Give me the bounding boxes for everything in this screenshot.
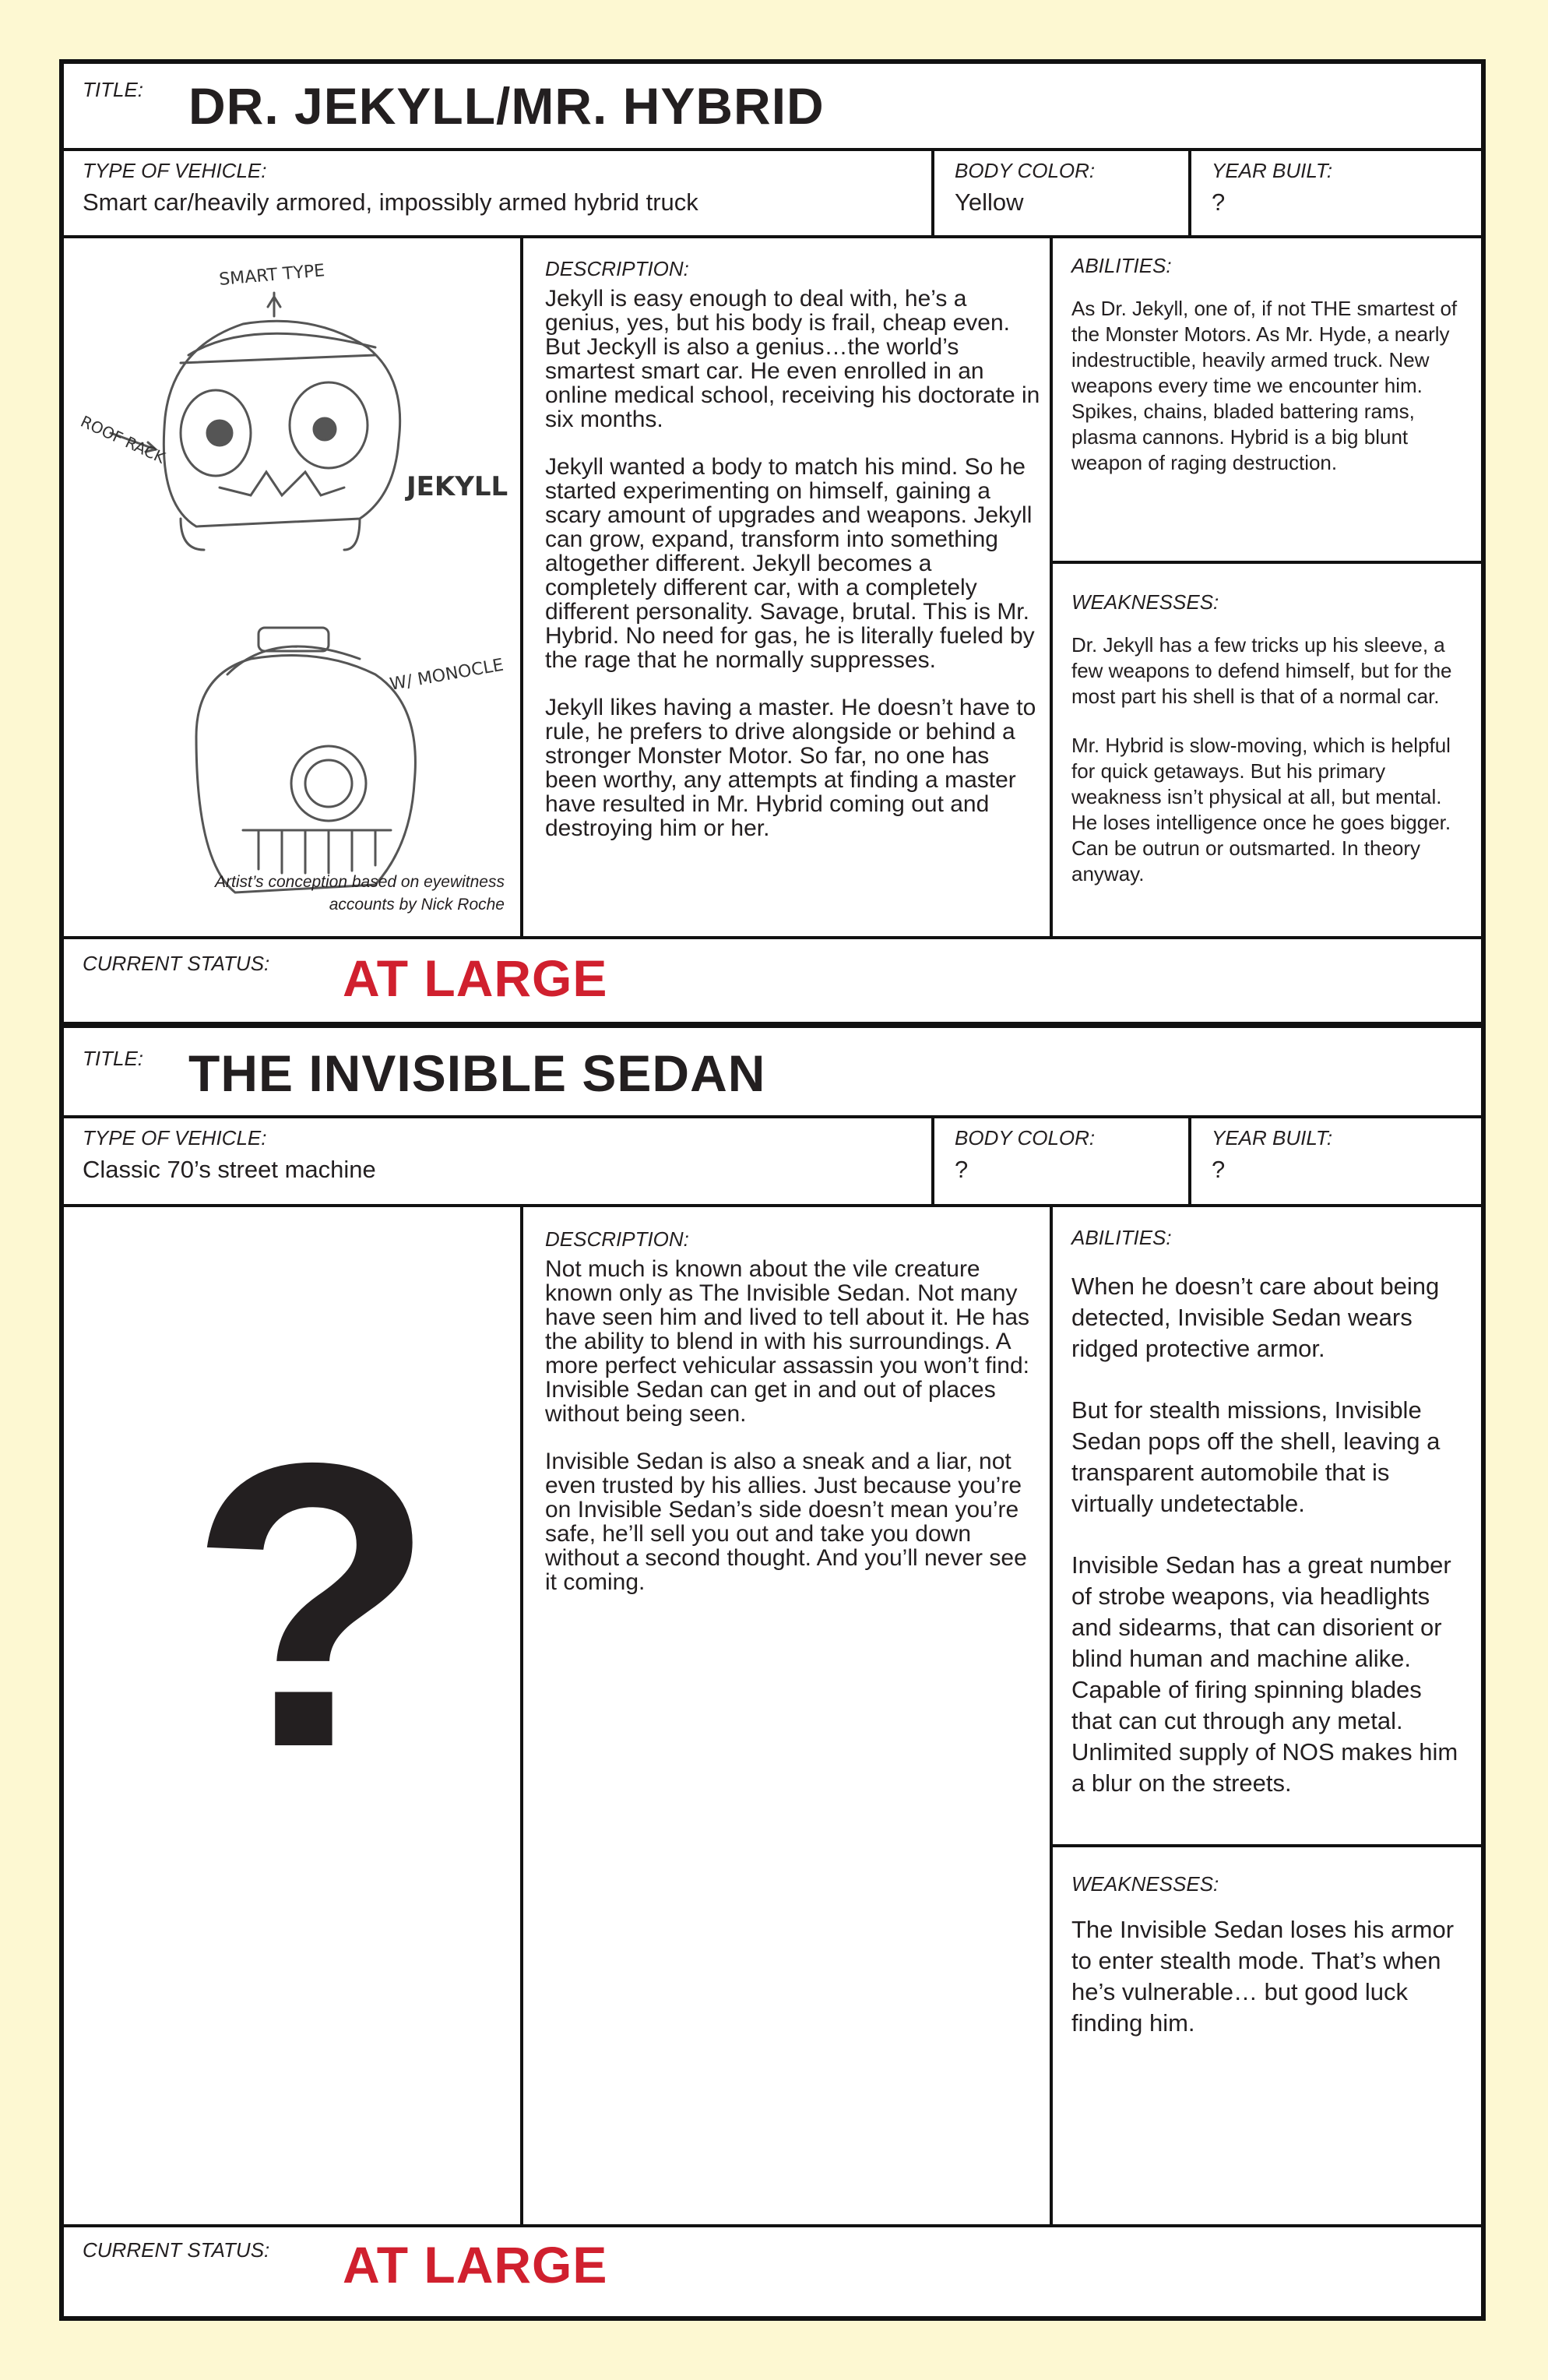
- card1-weaknesses: [1071, 632, 1469, 910]
- weaknesses-paragraph: Dr. Jekyll has a few tricks up his sleeve, a few weapons to defend himself, but for the most part his shell is that of a normal car.: [1071, 633, 1452, 708]
- divider: [1050, 561, 1481, 564]
- card2-abilities-label: ABILITIES:: [1071, 1226, 1172, 1249]
- sketch-note-roof: ROOF RACK: [77, 411, 168, 467]
- divider: [931, 148, 934, 237]
- card2-status: AT LARGE: [343, 2236, 608, 2294]
- card1-color-label: BODY COLOR:: [955, 159, 1096, 182]
- divider: [1050, 1204, 1053, 2224]
- description-paragraph: Not much is known about the vile creature known only as The Invisible Sedan. Not many have seen him and lived to tell about it. He has the ability to blend in with his surroundings. A more perfect vehicular assassin you won’t find: Invisible Sedan can get in and out of places without being seen.: [545, 1256, 1030, 1427]
- abilities-paragraph: Invisible Sedan has a great number of strobe weapons, via headlights and sidearms, that can disorient or blind human and machine alike. Capable of firing spinning blades that can cut through any metal. Unlimited supply of NOS makes him a blur on the streets.: [1071, 1551, 1458, 1797]
- divider: [64, 148, 1481, 151]
- dossier-sheet: [59, 59, 1486, 2321]
- card2-year-value: ?: [1212, 1156, 1226, 1183]
- caption-line: Artist’s conception based on eyewitness: [215, 873, 505, 891]
- sketch-label-top: JEKYLL: [406, 471, 508, 502]
- card2-title-label: TITLE:: [83, 1047, 144, 1070]
- caption-line: accounts by Nick Roche: [329, 896, 505, 914]
- card2-status-label: CURRENT STATUS:: [83, 2238, 270, 2262]
- card2-type-label: TYPE OF VEHICLE:: [83, 1126, 267, 1150]
- card2-color-label: BODY COLOR:: [955, 1126, 1096, 1150]
- divider: [520, 235, 523, 936]
- card1-caption: [95, 871, 505, 916]
- card1-year-label: YEAR BUILT:: [1212, 159, 1333, 182]
- card2-weaknesses-label: WEAKNESSES:: [1071, 1872, 1219, 1896]
- sketch-note-smart: SMART TYPE: [218, 261, 326, 290]
- weaknesses-paragraph: Mr. Hybrid is slow-moving, which is helpful for quick getaways. But his primary weakness isn’t physical at all, but mental. He loses intelligence once he goes bigger. Can be outrun or outsmarted. In theory anyway.: [1071, 734, 1451, 885]
- card1-year-value: ?: [1212, 188, 1226, 216]
- card2-abilities: [1071, 1271, 1469, 1829]
- sketch-label-bottom: W/ MONOCLE: [388, 655, 505, 695]
- divider: [64, 1025, 1481, 1028]
- card2-type-value: Classic 70’s street machine: [83, 1156, 376, 1183]
- abilities-paragraph: As Dr. Jekyll, one of, if not THE smartest of the Monster Motors. As Mr. Hyde, a nearly indestructible, heavily armed truck. New weapons every time we encounter him. Spikes, chains, bladed battering rams, plasma cannons. Hybrid is a big blunt weapon of raging destruction.: [1071, 297, 1458, 474]
- unknown-image-question-mark: ?: [188, 1379, 436, 1832]
- divider: [931, 1115, 934, 1206]
- description-paragraph: Invisible Sedan is also a sneak and a liar, not even trusted by his allies. Just because you’re on Invisible Sedan’s side doesn’t mean you’re safe, he’ll sell you out and take you down without a second thought. And you’ll never see it coming.: [545, 1449, 1027, 1595]
- divider: [1188, 1115, 1191, 1206]
- card1-type-label: TYPE OF VEHICLE:: [83, 159, 267, 182]
- card1-status-label: CURRENT STATUS:: [83, 952, 270, 975]
- description-paragraph: Jekyll wanted a body to match his mind. So he started experimenting on himself, gaining a scary amount of upgrades and weapons. Jekyll can grow, expand, transform into something altogether different. Jekyll becomes a completely different car, with a completely different personality. Savage, brutal. This is Mr. Hybrid. No need for gas, he is literally fueled by the rage that he normally suppresses.: [545, 454, 1035, 673]
- card1-title: DR. JEKYLL/MR. HYBRID: [188, 77, 825, 135]
- divider: [64, 1204, 1481, 1207]
- card2-weaknesses: [1071, 1914, 1469, 2069]
- card1-weaknesses-label: WEAKNESSES:: [1071, 590, 1219, 614]
- divider: [64, 936, 1481, 939]
- divider: [1050, 235, 1053, 936]
- card2-description: [545, 1257, 1043, 1618]
- divider: [64, 2224, 1481, 2227]
- divider: [1050, 1844, 1481, 1847]
- card2-description-label: DESCRIPTION:: [545, 1227, 689, 1251]
- card2-title: THE INVISIBLE SEDAN: [188, 1044, 766, 1102]
- car-sketch-illustration: [64, 238, 520, 936]
- card1-sketch: [64, 238, 520, 936]
- card1-type-value: Smart car/heavily armored, impossibly armed hybrid truck: [83, 188, 698, 216]
- divider: [520, 1204, 523, 2224]
- card1-title-label: TITLE:: [83, 78, 144, 101]
- card1-status: AT LARGE: [343, 949, 608, 1007]
- weaknesses-paragraph: The Invisible Sedan loses his armor to enter stealth mode. That’s when he’s vulnerable… but good luck finding him.: [1071, 1916, 1455, 2037]
- description-paragraph: Jekyll likes having a master. He doesn’t have to rule, he prefers to drive alongside or behind a stronger Monster Motor. So far, no one has been worthy, any attempts at finding a master have resulted in Mr. Hybrid coming out and destroying him or her.: [545, 695, 1036, 841]
- description-paragraph: Jekyll is easy enough to deal with, he’s a genius, yes, but his body is frail, cheap even. But Jeckyll is also a genius…the world’s smartest smart car. He even enrolled in an online medical school, receiving his doctorate in six months.: [545, 286, 1040, 432]
- divider: [1188, 148, 1191, 237]
- abilities-paragraph: When he doesn’t care about being detected, Invisible Sedan wears ridged protective armor.: [1071, 1273, 1440, 1362]
- card1-color-value: Yellow: [955, 188, 1024, 216]
- divider: [64, 1115, 1481, 1118]
- abilities-paragraph: But for stealth missions, Invisible Sedan pops off the shell, leaving a transparent automobile that is virtually undetectable.: [1071, 1396, 1441, 1517]
- card1-description: [545, 287, 1043, 864]
- card1-description-label: DESCRIPTION:: [545, 257, 689, 280]
- card2-color-value: ?: [955, 1156, 969, 1183]
- card1-abilities-label: ABILITIES:: [1071, 254, 1172, 277]
- card1-abilities: [1071, 296, 1469, 499]
- card2-year-label: YEAR BUILT:: [1212, 1126, 1333, 1150]
